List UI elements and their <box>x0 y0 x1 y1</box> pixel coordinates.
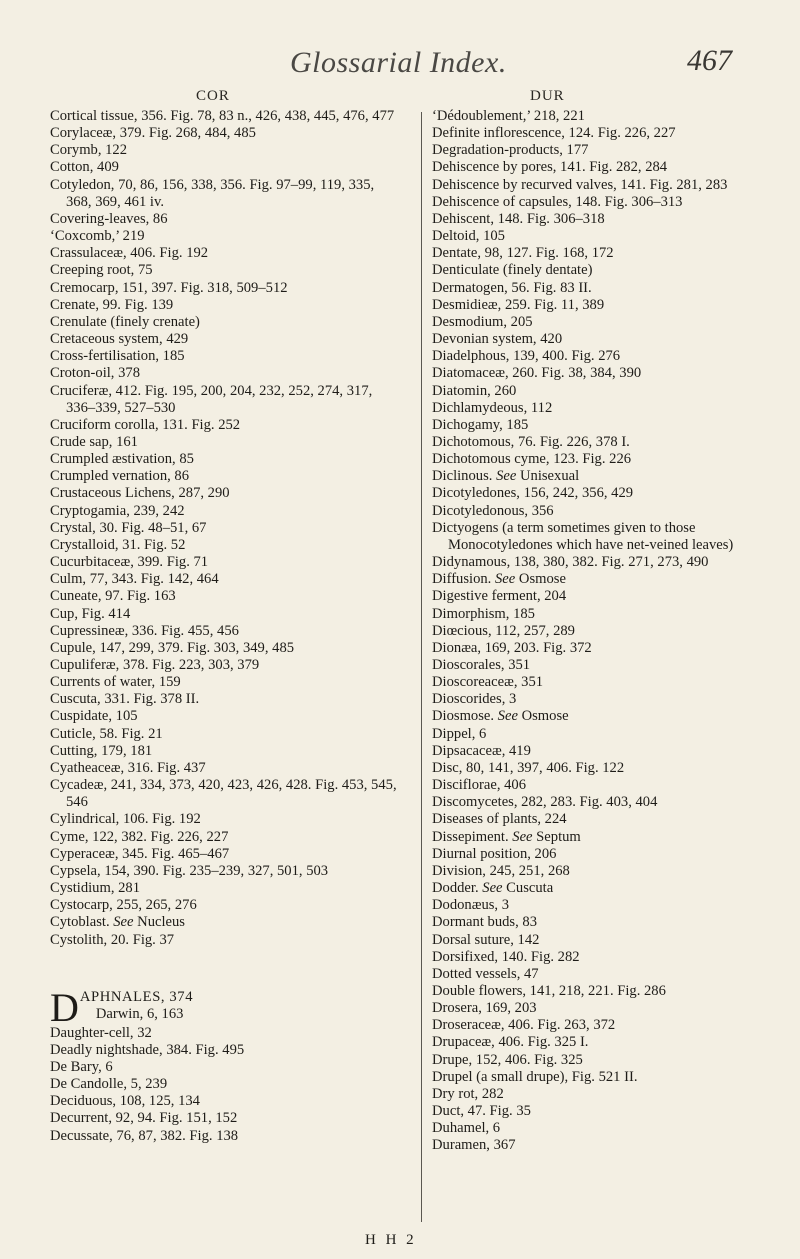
index-entry: Diatomaceæ, 260. Fig. 38, 384, 390 <box>432 365 642 382</box>
index-entry: Diœcious, 112, 257, 289 <box>432 622 575 639</box>
index-entry: Dermatogen, 56. Fig. 83 II. <box>432 279 592 296</box>
index-entry: Cupuliferæ, 378. Fig. 223, 303, 379 <box>50 657 260 673</box>
index-entry: Dorsal suture, 142 <box>432 931 540 948</box>
page-header <box>0 0 800 110</box>
index-entry: Cutting, 179, 181 <box>50 742 153 759</box>
d-section-opening <box>50 984 398 1030</box>
index-entry: Crystal, 30. Fig. 48–51, 67 <box>50 519 207 536</box>
drop-cap: D <box>50 984 79 1030</box>
index-entry: Didynamous, 138, 380, 382. Fig. 271, 273, 490 <box>432 554 709 571</box>
index-entry: Dionæa, 169, 203. Fig. 372 <box>432 639 592 656</box>
index-entry: Cystolith, 20. Fig. 37 <box>50 931 175 948</box>
index-entry: Cryptogamia, 239, 242 <box>50 502 185 519</box>
index-entry: Dorsifixed, 140. Fig. 282 <box>432 948 580 965</box>
index-entry: Drupaceæ, 406. Fig. 325 I. <box>432 1034 589 1051</box>
index-entry: Degradation-products, 177 <box>432 142 589 159</box>
index-entry: Cyperaceæ, 345. Fig. 465–467 <box>50 845 230 862</box>
index-entry: Cup, Fig. 414 <box>50 605 131 622</box>
index-entry: Covering-leaves, 86 <box>50 210 168 227</box>
index-entry: Dodder. See Cuscuta <box>432 880 554 897</box>
index-entry: Crustaceous Lichens, 287, 290 <box>50 485 230 502</box>
index-entry: Dehiscence by pores, 141. Fig. 282, 284 <box>432 159 668 176</box>
index-entry: Discomycetes, 282, 283. Fig. 403, 404 <box>432 794 658 811</box>
index-entry: Dimorphism, 185 <box>432 605 535 622</box>
index-entry: Cuspidate, 105 <box>50 708 138 725</box>
index-entry: Cuneate, 97. Fig. 163 <box>50 588 176 605</box>
index-entry: Cremocarp, 151, 397. Fig. 318, 509–512 <box>50 279 288 296</box>
index-entry: Double flowers, 141, 218, 221. Fig. 286 <box>432 982 666 999</box>
index-entry: De Bary, 6 <box>50 1058 113 1075</box>
index-entry: Drupel (a small drupe), Fig. 521 II. <box>432 1068 638 1085</box>
index-entry: Dichotomous cyme, 123. Fig. 226 <box>432 451 632 468</box>
index-entry: Dehiscent, 148. Fig. 306–318 <box>432 210 605 227</box>
index-entry: Division, 245, 251, 268 <box>432 862 570 879</box>
index-entry: Cuticle, 58. Fig. 21 <box>50 725 163 742</box>
index-entry: Dehiscence by recurved valves, 141. Fig. 281, 283 <box>432 176 728 193</box>
index-entry: Disciflorae, 406 <box>432 777 527 794</box>
index-entry: Dipsacaceæ, 419 <box>432 742 531 759</box>
index-entry: Cystidium, 281 <box>50 880 141 897</box>
section-gap <box>50 949 398 989</box>
index-entry: Dicotyledonous, 356 <box>432 502 554 519</box>
left-column-head: COR <box>196 88 230 104</box>
index-entry: Dichogamy, 185 <box>432 416 529 433</box>
index-entry: Diosmose. See Osmose <box>432 708 569 725</box>
index-entry: Cypsela, 154, 390. Fig. 235–239, 327, 501, 503 <box>50 862 329 879</box>
index-entry: Dictyogens (a term sometimes given to those Monocotyledones which have net-veined leaves) <box>432 519 734 553</box>
index-entry: Devonian system, 420 <box>432 331 563 348</box>
index-entry: Drupe, 152, 406. Fig. 325 <box>432 1051 583 1068</box>
right-column-head: DUR <box>530 88 565 104</box>
column-divider <box>421 112 422 1222</box>
index-entry: Dioscorides, 3 <box>432 691 517 708</box>
index-entry: Cystocarp, 255, 265, 276 <box>50 897 197 914</box>
page-number: 467 <box>687 44 732 77</box>
running-title: Glossarial Index. <box>290 46 507 79</box>
index-entry: Crassulaceæ, 406. Fig. 192 <box>50 245 209 262</box>
index-entry: Corymb, 122 <box>50 142 128 159</box>
index-entry: Diurnal position, 206 <box>432 845 557 862</box>
index-entry: Daughter-cell, 32 <box>50 1024 152 1041</box>
index-entry: Cruciform corolla, 131. Fig. 252 <box>50 416 241 433</box>
index-entry: Dentate, 98, 127. Fig. 168, 172 <box>432 245 614 262</box>
index-entry: Crenulate (finely crenate) <box>50 313 200 330</box>
index-entry: Droseraceæ, 406. Fig. 263, 372 <box>432 1017 616 1034</box>
right-column <box>432 108 780 1155</box>
index-entry: Duhamel, 6 <box>432 1120 501 1137</box>
index-entry: Definite inflorescence, 124. Fig. 226, 227 <box>432 125 676 142</box>
index-entry: Cruciferæ, 412. Fig. 195, 200, 204, 232, 252, 274, 317, 336–339, 527–530 <box>50 382 373 416</box>
index-entry: Dodonæus, 3 <box>432 897 510 914</box>
index-entry: Desmidieæ, 259. Fig. 11, 389 <box>432 296 605 313</box>
index-entry: Drosera, 169, 203 <box>432 1000 537 1017</box>
right-entry-list <box>432 108 780 1155</box>
index-entry: Corylaceæ, 379. Fig. 268, 484, 485 <box>50 125 256 142</box>
index-entry: Dehiscence of capsules, 148. Fig. 306–313 <box>432 193 683 210</box>
index-entry: Diseases of plants, 224 <box>432 811 567 828</box>
index-entry: Darwin, 6, 163 <box>95 1005 184 1022</box>
index-entry: Disc, 80, 141, 397, 406. Fig. 122 <box>432 759 625 776</box>
index-entry: Digestive ferment, 204 <box>432 588 567 605</box>
index-entry: Decurrent, 92, 94. Fig. 151, 152 <box>50 1110 238 1127</box>
index-entry: Croton-oil, 378 <box>50 365 140 382</box>
index-entry: Cytoblast. See Nucleus <box>50 914 185 931</box>
signature-mark: H H 2 <box>365 1232 417 1248</box>
index-entry: Dormant buds, 83 <box>432 914 537 931</box>
index-entry: Deciduous, 108, 125, 134 <box>50 1093 200 1110</box>
index-entry: Diclinous. See Unisexual <box>432 468 580 485</box>
index-entry: Cotyledon, 70, 86, 156, 338, 356. Fig. 97–99, 119, 335, 368, 369, 461 iv. <box>50 176 375 210</box>
index-entry: Cyatheaceæ, 316. Fig. 437 <box>50 759 206 776</box>
index-entry: Cortical tissue, 356. Fig. 78, 83 n., 426, 438, 445, 476, 477 <box>50 108 395 124</box>
index-entry: ‘Coxcomb,’ 219 <box>50 228 145 245</box>
index-entry: Culm, 77, 343. Fig. 142, 464 <box>50 571 219 588</box>
index-entry: ‘Dédoublement,’ 218, 221 <box>432 108 585 124</box>
index-entry: APHNALES, 374 <box>79 988 194 1005</box>
index-entry: Cyme, 122, 382. Fig. 226, 227 <box>50 828 229 845</box>
index-entry: Cylindrical, 106. Fig. 192 <box>50 811 201 828</box>
index-entry: Cupule, 147, 299, 379. Fig. 303, 349, 485 <box>50 639 295 656</box>
index-entry: Crumpled æstivation, 85 <box>50 451 194 468</box>
index-entry: Dichotomous, 76. Fig. 226, 378 I. <box>432 433 630 450</box>
index-entry: Cupressineæ, 336. Fig. 455, 456 <box>50 622 239 639</box>
index-entry: Crenate, 99. Fig. 139 <box>50 296 174 313</box>
left-entry-list <box>50 108 398 949</box>
d-entry-list <box>50 1025 398 1145</box>
index-entry: Dotted vessels, 47 <box>432 965 539 982</box>
index-entry: De Candolle, 5, 239 <box>50 1076 168 1093</box>
index-entry: Desmodium, 205 <box>432 313 533 330</box>
index-entry: Denticulate (finely dentate) <box>432 262 593 279</box>
index-entry: Duct, 47. Fig. 35 <box>432 1103 531 1120</box>
index-entry: Dissepiment. See Septum <box>432 828 581 845</box>
index-entry: Diffusion. See Osmose <box>432 571 566 588</box>
index-entry: Cross-fertilisation, 185 <box>50 348 185 365</box>
left-column <box>50 108 398 1145</box>
index-entry: Decussate, 76, 87, 382. Fig. 138 <box>50 1127 239 1144</box>
index-entry: Crystalloid, 31. Fig. 52 <box>50 536 186 553</box>
index-entry: Cycadeæ, 241, 334, 373, 420, 423, 426, 428. Fig. 453, 545, 546 <box>50 777 397 811</box>
index-entry: Dichlamydeous, 112 <box>432 399 553 416</box>
index-entry: Crude sap, 161 <box>50 433 138 450</box>
index-entry: Crumpled vernation, 86 <box>50 468 190 485</box>
index-entry: Deltoid, 105 <box>432 228 505 245</box>
index-entry: Dippel, 6 <box>432 725 487 742</box>
index-entry: Creeping root, 75 <box>50 262 153 279</box>
index-entry: Cotton, 409 <box>50 159 119 176</box>
index-entry: Currents of water, 159 <box>50 674 181 691</box>
index-entry: Diatomin, 260 <box>432 382 517 399</box>
index-entry: Cucurbitaceæ, 399. Fig. 71 <box>50 554 209 571</box>
index-entry: Dioscorales, 351 <box>432 657 531 673</box>
index-entry: Cuscuta, 331. Fig. 378 II. <box>50 691 200 708</box>
index-entry: Deadly nightshade, 384. Fig. 495 <box>50 1041 245 1058</box>
index-entry: Dry rot, 282 <box>432 1085 504 1102</box>
index-entry: Dicotyledones, 156, 242, 356, 429 <box>432 485 634 502</box>
drop-cap-lines <box>80 989 398 1023</box>
index-entry: Cretaceous system, 429 <box>50 331 189 348</box>
index-entry: Duramen, 367 <box>432 1137 516 1154</box>
index-entry: Diadelphous, 139, 400. Fig. 276 <box>432 348 621 365</box>
index-entry: Dioscoreaceæ, 351 <box>432 674 544 691</box>
